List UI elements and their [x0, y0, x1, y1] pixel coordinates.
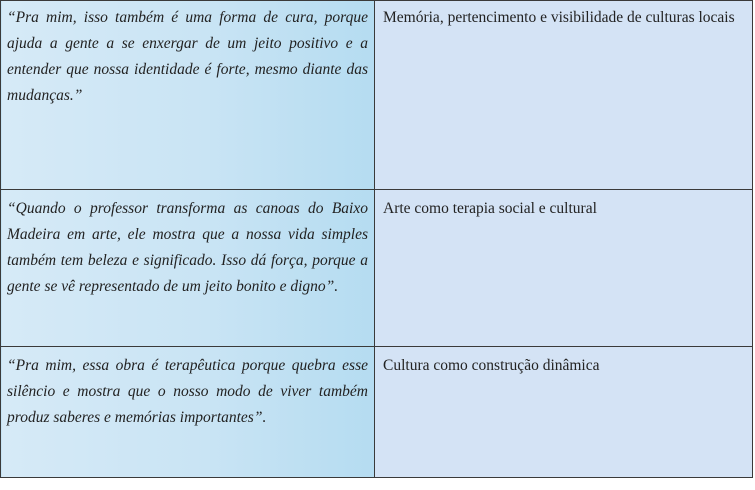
- theme-text: Arte como terapia social e cultural: [383, 200, 597, 217]
- quote-text: “Pra mim, isso também é uma forma de cura, porque ajuda a gente a se enxergar de um jeito positivo e a entender que nossa identidade é forte, mesmo diante das mudanças.”: [7, 9, 368, 104]
- theme-cell: [375, 347, 753, 478]
- theme-cell: [375, 1, 753, 190]
- table-row: [1, 190, 753, 347]
- table-row: [1, 1, 753, 190]
- theme-text: Memória, pertencimento e visibilidade de culturas locais: [383, 9, 735, 26]
- theme-cell: [375, 190, 753, 347]
- quote-text: “Quando o professor transforma as canoas do Baixo Madeira em arte, ele mostra que a nossa vida simples também tem beleza e significado. Isso dá força, porque a gente se vê representado de um jeito bonito e digno”.: [7, 200, 368, 295]
- quote-cell: [1, 1, 375, 190]
- theme-text: Cultura como construção dinâmica: [383, 357, 600, 374]
- quote-cell: [1, 347, 375, 478]
- table-row: [1, 347, 753, 478]
- quote-text: “Pra mim, essa obra é terapêutica porque quebra esse silêncio e mostra que o nosso modo de viver também produz saberes e memórias importantes”.: [7, 357, 368, 426]
- quote-cell: [1, 190, 375, 347]
